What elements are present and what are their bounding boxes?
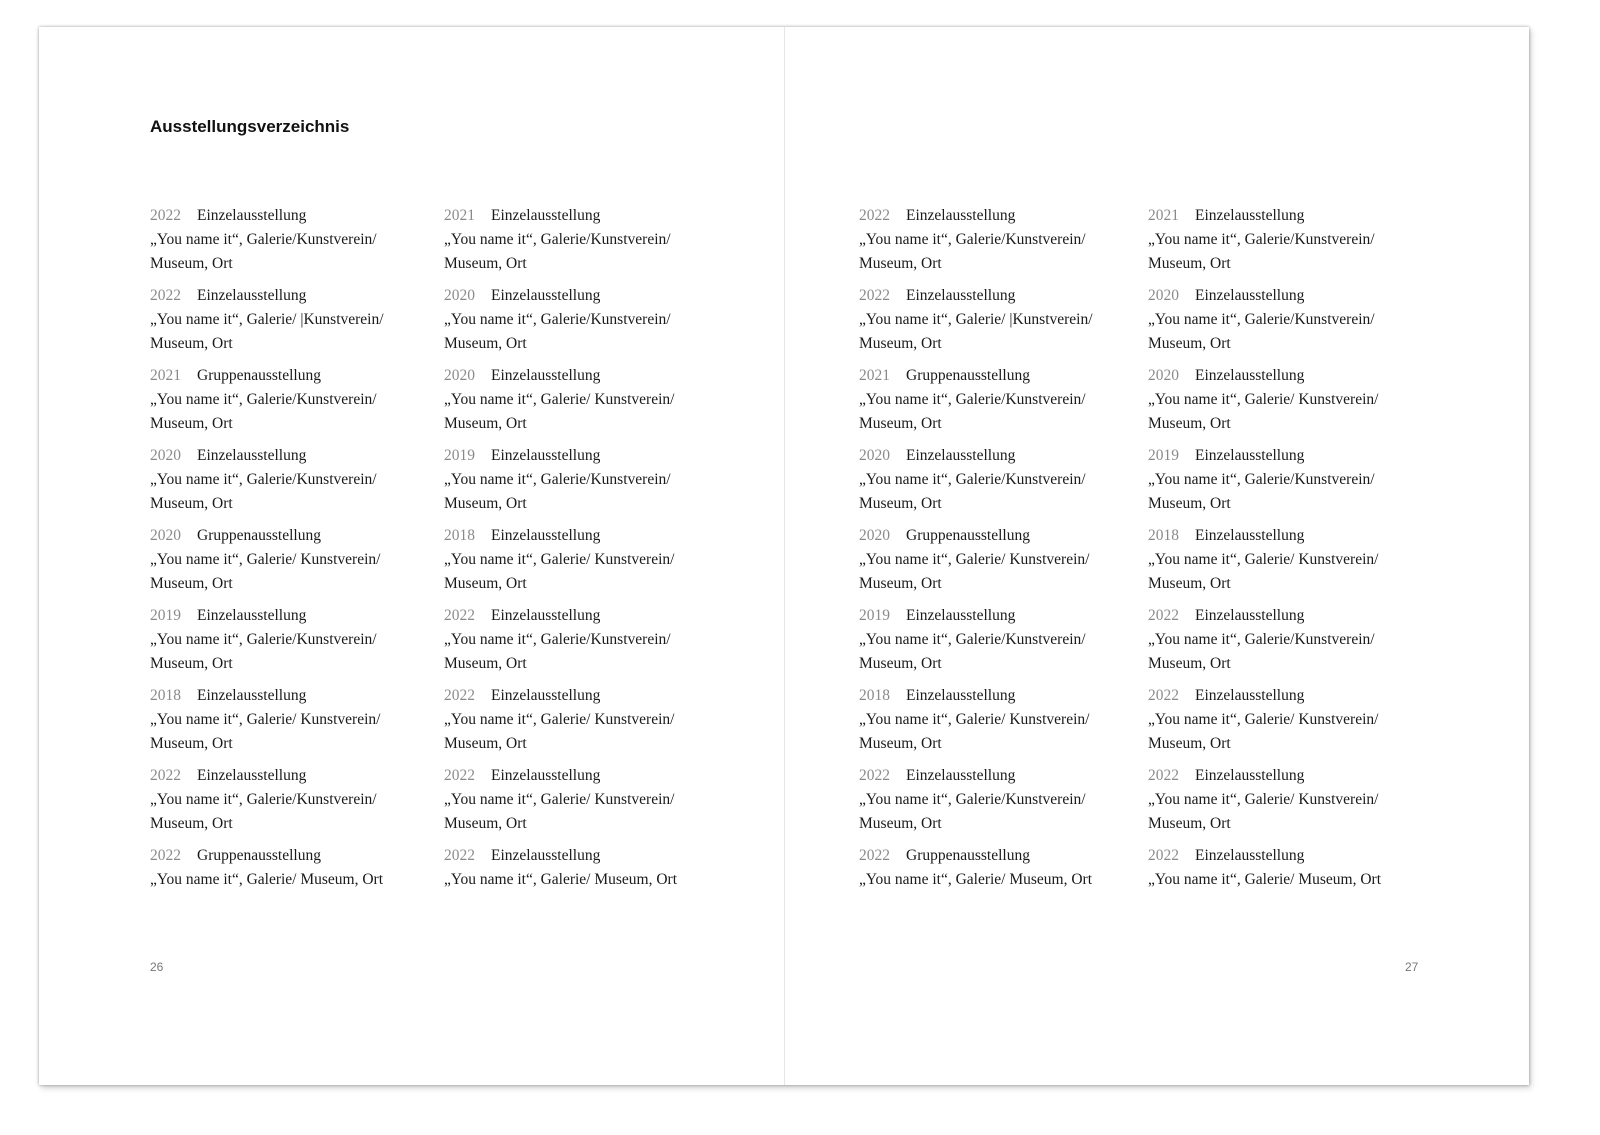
page-number-right: 27 — [1405, 960, 1419, 974]
entry-type: Einzelausstellung — [1195, 847, 1305, 864]
entry-type: Einzelausstellung — [906, 447, 1016, 464]
entry-venue: „You name it“, Galerie/ |Kunstverein/ — [150, 311, 384, 328]
entry-venue: „You name it“, Galerie/ Kunstverein/ — [1148, 791, 1379, 808]
entry-location: Museum, Ort — [150, 335, 233, 352]
entry-type: Einzelausstellung — [491, 367, 601, 384]
exhibition-entry — [150, 764, 450, 844]
entry-year: 2022 — [150, 847, 181, 864]
entry-venue: „You name it“, Galerie/ Kunstverein/ — [1148, 391, 1379, 408]
entry-venue: „You name it“, Galerie/ Kunstverein/ — [444, 711, 675, 728]
entry-header — [444, 764, 744, 788]
entry-venue: „You name it“, Galerie/ Museum, Ort — [444, 871, 678, 888]
exhibition-entry — [1148, 684, 1448, 764]
page-gutter — [784, 27, 785, 1085]
entry-location: Museum, Ort — [1148, 335, 1231, 352]
exhibition-entry — [859, 284, 1159, 364]
entry-header — [859, 284, 1159, 308]
exhibition-entry — [859, 444, 1159, 524]
entry-year: 2020 — [444, 367, 475, 384]
entry-header — [150, 604, 450, 628]
exhibition-entry — [1148, 364, 1448, 444]
entry-type: Einzelausstellung — [906, 767, 1016, 784]
entry-year: 2018 — [1148, 527, 1179, 544]
entry-location: Museum, Ort — [1148, 735, 1231, 752]
entry-venue: „You name it“, Galerie/ Kunstverein/ — [444, 391, 675, 408]
entry-venue: „You name it“, Galerie/ Kunstverein/ — [859, 551, 1090, 568]
entry-year: 2018 — [859, 687, 890, 704]
exhibition-entry — [1148, 764, 1448, 844]
exhibition-entry — [444, 604, 744, 684]
entry-year: 2022 — [444, 767, 475, 784]
entry-venue: „You name it“, Galerie/ Kunstverein/ — [1148, 551, 1379, 568]
entry-header — [859, 364, 1159, 388]
entry-column-2 — [444, 204, 744, 924]
entry-location: Museum, Ort — [150, 415, 233, 432]
exhibition-entry — [150, 204, 450, 284]
entry-type: Einzelausstellung — [906, 687, 1016, 704]
entry-location: Museum, Ort — [150, 575, 233, 592]
entry-year: 2022 — [859, 847, 890, 864]
entry-location: Museum, Ort — [859, 335, 942, 352]
entry-header — [150, 444, 450, 468]
entry-year: 2022 — [1148, 607, 1179, 624]
entry-venue: „You name it“, Galerie/Kunstverein/ — [150, 391, 377, 408]
entry-year: 2019 — [859, 607, 890, 624]
exhibition-entry — [1148, 524, 1448, 604]
entry-header — [1148, 764, 1448, 788]
entry-location: Museum, Ort — [1148, 495, 1231, 512]
entry-location: Museum, Ort — [1148, 655, 1231, 672]
entry-venue: „You name it“, Galerie/Kunstverein/ — [859, 391, 1086, 408]
exhibition-entry — [444, 284, 744, 364]
entry-type: Einzelausstellung — [491, 207, 601, 224]
entry-type: Einzelausstellung — [1195, 527, 1305, 544]
entry-location: Museum, Ort — [1148, 815, 1231, 832]
exhibition-entry — [1148, 844, 1448, 924]
entry-location: Museum, Ort — [444, 495, 527, 512]
entry-header — [859, 764, 1159, 788]
entry-type: Einzelausstellung — [491, 847, 601, 864]
exhibition-entry — [150, 844, 450, 924]
entry-type: Einzelausstellung — [906, 207, 1016, 224]
entry-year: 2022 — [150, 287, 181, 304]
entry-location: Museum, Ort — [444, 655, 527, 672]
entry-year: 2020 — [1148, 367, 1179, 384]
exhibition-entry — [1148, 604, 1448, 684]
entry-venue: „You name it“, Galerie/Kunstverein/ — [859, 471, 1086, 488]
entry-type: Gruppenausstellung — [906, 527, 1030, 544]
entry-type: Einzelausstellung — [491, 527, 601, 544]
entry-year: 2022 — [1148, 847, 1179, 864]
entry-year: 2018 — [444, 527, 475, 544]
entry-venue: „You name it“, Galerie/Kunstverein/ — [1148, 471, 1375, 488]
entry-location: Museum, Ort — [859, 655, 942, 672]
entry-header — [859, 844, 1159, 868]
entry-type: Einzelausstellung — [491, 687, 601, 704]
exhibition-entry — [444, 524, 744, 604]
entry-type: Einzelausstellung — [197, 767, 307, 784]
entry-header — [444, 844, 744, 868]
entry-header — [150, 524, 450, 548]
entry-venue: „You name it“, Galerie/Kunstverein/ — [859, 791, 1086, 808]
exhibition-entry — [150, 604, 450, 684]
entry-year: 2019 — [1148, 447, 1179, 464]
entry-location: Museum, Ort — [444, 255, 527, 272]
entry-header — [150, 764, 450, 788]
entry-header — [444, 204, 744, 228]
entry-year: 2022 — [1148, 767, 1179, 784]
exhibition-entry — [859, 364, 1159, 444]
entry-location: Museum, Ort — [1148, 415, 1231, 432]
entry-location: Museum, Ort — [444, 815, 527, 832]
entry-header — [859, 604, 1159, 628]
entry-type: Gruppenausstellung — [197, 367, 321, 384]
entry-venue: „You name it“, Galerie/Kunstverein/ — [150, 471, 377, 488]
entry-header — [444, 684, 744, 708]
entry-venue: „You name it“, Galerie/ Kunstverein/ — [150, 551, 381, 568]
entry-year: 2022 — [150, 767, 181, 784]
entry-type: Gruppenausstellung — [197, 527, 321, 544]
entry-type: Einzelausstellung — [1195, 607, 1305, 624]
page-title: Ausstellungsverzeichnis — [150, 117, 350, 136]
entry-year: 2021 — [1148, 207, 1179, 224]
entry-column-1 — [150, 204, 450, 924]
exhibition-entry — [150, 684, 450, 764]
entry-year: 2019 — [444, 447, 475, 464]
entry-location: Museum, Ort — [444, 335, 527, 352]
entry-location: Museum, Ort — [444, 735, 527, 752]
entry-type: Einzelausstellung — [197, 607, 307, 624]
entry-venue: „You name it“, Galerie/ Kunstverein/ — [1148, 711, 1379, 728]
exhibition-entry — [444, 204, 744, 284]
exhibition-entry — [444, 764, 744, 844]
entry-year: 2019 — [150, 607, 181, 624]
entry-year: 2022 — [859, 767, 890, 784]
entry-venue: „You name it“, Galerie/Kunstverein/ — [150, 631, 377, 648]
entry-venue: „You name it“, Galerie/Kunstverein/ — [859, 631, 1086, 648]
entry-header — [1148, 364, 1448, 388]
entry-year: 2021 — [150, 367, 181, 384]
exhibition-entry — [859, 524, 1159, 604]
exhibition-entry — [859, 684, 1159, 764]
entry-year: 2018 — [150, 687, 181, 704]
exhibition-entry — [444, 364, 744, 444]
entry-location: Museum, Ort — [859, 415, 942, 432]
entry-location: Museum, Ort — [859, 495, 942, 512]
entry-location: Museum, Ort — [859, 815, 942, 832]
exhibition-entry — [1148, 444, 1448, 524]
entry-location: Museum, Ort — [859, 255, 942, 272]
entry-header — [1148, 844, 1448, 868]
entry-type: Einzelausstellung — [1195, 447, 1305, 464]
entry-header — [444, 604, 744, 628]
entry-year: 2022 — [444, 847, 475, 864]
entry-header — [859, 524, 1159, 548]
entry-venue: „You name it“, Galerie/Kunstverein/ — [1148, 631, 1375, 648]
entry-type: Einzelausstellung — [906, 287, 1016, 304]
entry-year: 2020 — [859, 527, 890, 544]
entry-type: Einzelausstellung — [1195, 767, 1305, 784]
entry-venue: „You name it“, Galerie/Kunstverein/ — [444, 311, 671, 328]
entry-location: Museum, Ort — [150, 735, 233, 752]
entry-venue: „You name it“, Galerie/ Kunstverein/ — [150, 711, 381, 728]
entry-type: Gruppenausstellung — [197, 847, 321, 864]
entry-header — [1148, 284, 1448, 308]
entry-year: 2022 — [444, 607, 475, 624]
entry-year: 2020 — [150, 527, 181, 544]
entry-year: 2021 — [444, 207, 475, 224]
exhibition-entry — [150, 364, 450, 444]
entry-header — [859, 204, 1159, 228]
exhibition-entry — [1148, 204, 1448, 284]
entry-venue: „You name it“, Galerie/ Kunstverein/ — [444, 791, 675, 808]
entry-type: Einzelausstellung — [197, 687, 307, 704]
entry-location: Museum, Ort — [150, 655, 233, 672]
entry-venue: „You name it“, Galerie/ Museum, Ort — [150, 871, 384, 888]
entry-header — [150, 684, 450, 708]
entry-venue: „You name it“, Galerie/Kunstverein/ — [1148, 311, 1375, 328]
entry-header — [444, 524, 744, 548]
entry-venue: „You name it“, Galerie/ Museum, Ort — [859, 871, 1093, 888]
entry-location: Museum, Ort — [150, 255, 233, 272]
entry-type: Einzelausstellung — [197, 287, 307, 304]
entry-location: Museum, Ort — [859, 735, 942, 752]
entry-header — [1148, 604, 1448, 628]
entry-type: Einzelausstellung — [1195, 687, 1305, 704]
entry-year: 2020 — [444, 287, 475, 304]
exhibition-entry — [859, 764, 1159, 844]
entry-location: Museum, Ort — [1148, 575, 1231, 592]
entry-venue: „You name it“, Galerie/Kunstverein/ — [444, 471, 671, 488]
entry-venue: „You name it“, Galerie/Kunstverein/ — [444, 231, 671, 248]
entry-type: Einzelausstellung — [197, 447, 307, 464]
page-number-left: 26 — [150, 960, 164, 974]
book-spread — [39, 27, 1529, 1085]
entry-header — [150, 284, 450, 308]
entry-header — [1148, 684, 1448, 708]
entry-header — [150, 844, 450, 868]
entry-location: Museum, Ort — [150, 815, 233, 832]
entry-year: 2020 — [150, 447, 181, 464]
entry-year: 2020 — [859, 447, 890, 464]
entry-header — [1148, 204, 1448, 228]
entry-type: Einzelausstellung — [491, 287, 601, 304]
entry-type: Einzelausstellung — [491, 767, 601, 784]
entry-year: 2020 — [1148, 287, 1179, 304]
exhibition-entry — [444, 844, 744, 924]
entry-venue: „You name it“, Galerie/ Kunstverein/ — [444, 551, 675, 568]
entry-header — [1148, 444, 1448, 468]
entry-type: Einzelausstellung — [1195, 367, 1305, 384]
entry-type: Einzelausstellung — [491, 607, 601, 624]
entry-venue: „You name it“, Galerie/Kunstverein/ — [150, 791, 377, 808]
entry-type: Einzelausstellung — [906, 607, 1016, 624]
entry-header — [859, 684, 1159, 708]
exhibition-entry — [859, 604, 1159, 684]
exhibition-entry — [859, 844, 1159, 924]
entry-type: Einzelausstellung — [1195, 287, 1305, 304]
entry-location: Museum, Ort — [444, 415, 527, 432]
entry-column-4 — [1148, 204, 1448, 924]
entry-venue: „You name it“, Galerie/Kunstverein/ — [444, 631, 671, 648]
entry-year: 2022 — [150, 207, 181, 224]
exhibition-entry — [444, 684, 744, 764]
entry-year: 2021 — [859, 367, 890, 384]
entry-location: Museum, Ort — [150, 495, 233, 512]
entry-venue: „You name it“, Galerie/Kunstverein/ — [859, 231, 1086, 248]
entry-type: Gruppenausstellung — [906, 847, 1030, 864]
entry-header — [150, 204, 450, 228]
entry-column-3 — [859, 204, 1159, 924]
entry-venue: „You name it“, Galerie/ Kunstverein/ — [859, 711, 1090, 728]
entry-location: Museum, Ort — [859, 575, 942, 592]
entry-year: 2022 — [859, 287, 890, 304]
entry-header — [444, 284, 744, 308]
entry-header — [444, 444, 744, 468]
entry-type: Gruppenausstellung — [906, 367, 1030, 384]
entry-venue: „You name it“, Galerie/ Museum, Ort — [1148, 871, 1382, 888]
exhibition-entry — [150, 284, 450, 364]
entry-type: Einzelausstellung — [491, 447, 601, 464]
exhibition-entry — [150, 524, 450, 604]
entry-venue: „You name it“, Galerie/Kunstverein/ — [150, 231, 377, 248]
entry-year: 2022 — [444, 687, 475, 704]
entry-venue: „You name it“, Galerie/Kunstverein/ — [1148, 231, 1375, 248]
entry-type: Einzelausstellung — [1195, 207, 1305, 224]
entry-venue: „You name it“, Galerie/ |Kunstverein/ — [859, 311, 1093, 328]
entry-location: Museum, Ort — [1148, 255, 1231, 272]
exhibition-entry — [1148, 284, 1448, 364]
exhibition-entry — [150, 444, 450, 524]
entry-year: 2022 — [859, 207, 890, 224]
entry-header — [1148, 524, 1448, 548]
entry-header — [444, 364, 744, 388]
entry-location: Museum, Ort — [444, 575, 527, 592]
entry-type: Einzelausstellung — [197, 207, 307, 224]
exhibition-entry — [444, 444, 744, 524]
exhibition-entry — [859, 204, 1159, 284]
entry-header — [859, 444, 1159, 468]
entry-year: 2022 — [1148, 687, 1179, 704]
entry-header — [150, 364, 450, 388]
